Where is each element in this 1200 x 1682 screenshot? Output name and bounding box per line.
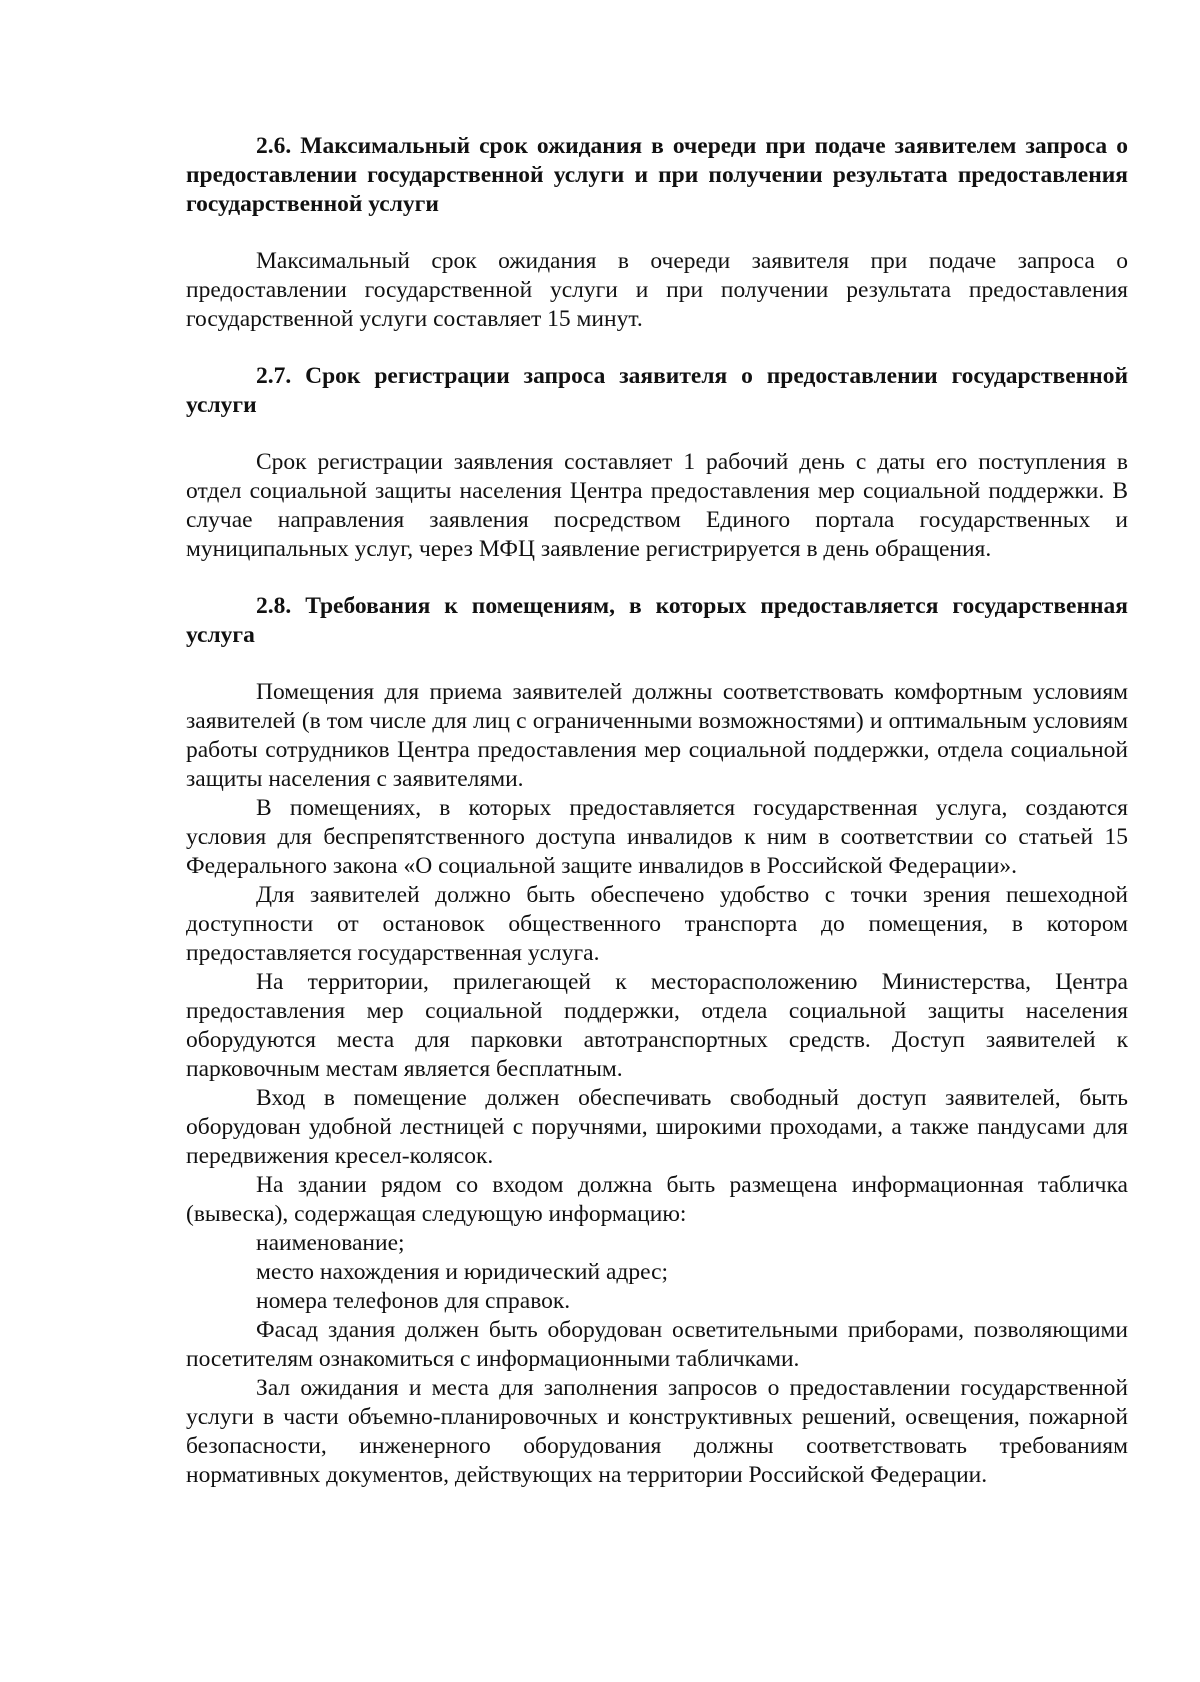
paragraph: Максимальный срок ожидания в очереди заявителя при подаче запроса о предоставлении государственной услуги и при получении результата предоставления государственной услуги составляет 15 минут. — [186, 248, 1128, 332]
paragraph: В помещениях, в которых предоставляется государственная услуга, создаются условия для беспрепятственного доступа инвалидов к ним в соответствии со статьей 15 Федерального закона «О социальной защите инвалидов в Российской Федерации». — [186, 795, 1128, 879]
list-item: наименование; — [256, 1230, 405, 1256]
paragraph: Вход в помещение должен обеспечивать свободный доступ заявителей, быть оборудован удобной лестницей с поручнями, широкими проходами, а также пандусами для передвижения кресел-колясок. — [186, 1085, 1128, 1169]
list-item: место нахождения и юридический адрес; — [256, 1259, 669, 1285]
paragraph: Фасад здания должен быть оборудован осветительными приборами, позволяющими посетителям ознакомиться с информационными табличками. — [186, 1317, 1128, 1372]
paragraph: Для заявителей должно быть обеспечено удобство с точки зрения пешеходной доступности от остановок общественного транспорта до помещения, в котором предоставляется государственная услуга. — [186, 882, 1128, 966]
paragraph: Помещения для приема заявителей должны соответствовать комфортным условиям заявителей (в том числе для лиц с ограниченными возможностями) и оптимальным условиям работы сотрудников Центра предоставления мер социальной поддержки, отдела социальной защиты населения с заявителями. — [186, 679, 1128, 792]
list-item: номера телефонов для справок. — [256, 1288, 571, 1314]
document-body — [186, 132, 1128, 1490]
paragraph: Зал ожидания и места для заполнения запросов о предоставлении государственной услуги в части объемно-планировочных и конструктивных решений, освещения, пожарной безопасности, инженерного оборудования должны соответствовать требованиям нормативных документов, действующих на территории Российской Федерации. — [186, 1375, 1128, 1488]
section-heading-2-7: 2.7. Срок регистрации запроса заявителя о предоставлении государственной услуги — [186, 363, 1128, 418]
section-heading-2-8: 2.8. Требования к помещениям, в которых предоставляется государственная услуга — [186, 593, 1128, 648]
paragraph: На территории, прилегающей к месторасположению Министерства, Центра предоставления мер социальной поддержки, отдела социальной защиты населения оборудуются места для парковки автотранспортных средств. Доступ заявителей к парковочным местам является бесплатным. — [186, 969, 1128, 1082]
paragraph: Срок регистрации заявления составляет 1 рабочий день с даты его поступления в отдел социальной защиты населения Центра предоставления мер социальной поддержки. В случае направления заявления посредством Единого портала государственных и муниципальных услуг, через МФЦ заявление регистрируется в день обращения. — [186, 449, 1128, 562]
paragraph: На здании рядом со входом должна быть размещена информационная табличка (вывеска), содержащая следующую информацию: — [186, 1172, 1128, 1227]
section-heading-2-6: 2.6. Максимальный срок ожидания в очереди при подаче заявителем запроса о предоставлении государственной услуги и при получении результата предоставления государственной услуги — [186, 133, 1128, 217]
